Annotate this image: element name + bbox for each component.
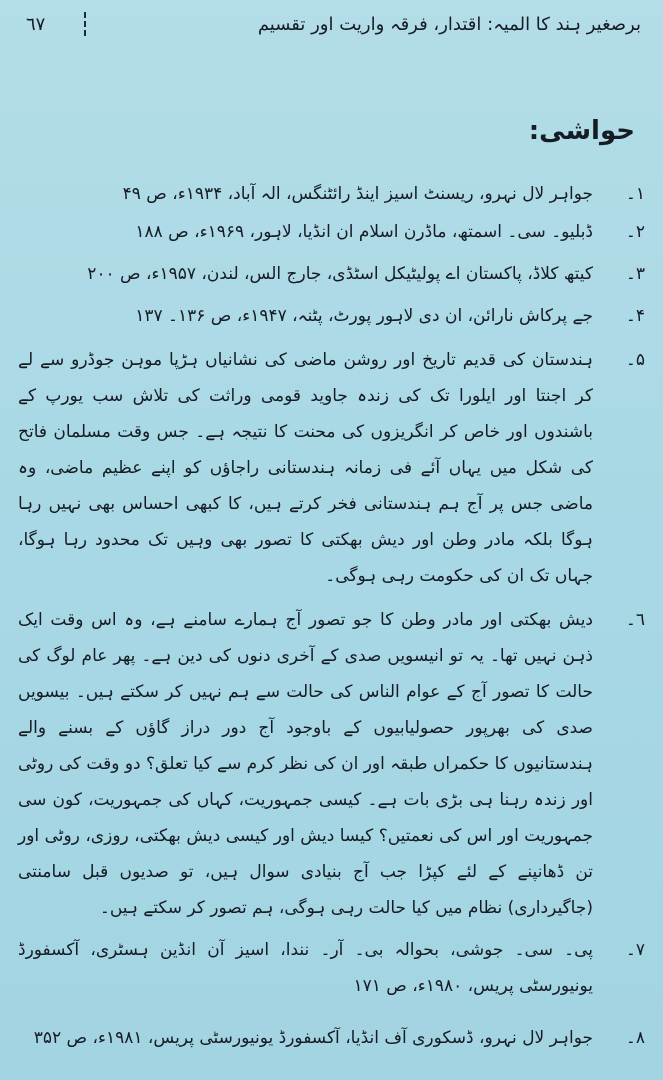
footnote-5 — [18, 342, 645, 594]
footnote-number: ٦۔ — [625, 610, 645, 630]
footnote-7 — [18, 932, 645, 1004]
footnote-4 — [18, 298, 645, 334]
footnote-text: کیتھ کلاڈ، پاکستان اے پولیٹیکل اسٹڈی، جارج الس، لندن، ۱۹۵۷ء، ص ۲۰۰ — [87, 264, 593, 284]
footnote-number: ۵۔ — [625, 350, 645, 370]
footnote-text: پی۔ سی۔ جوشی، بحوالہ بی۔ آر۔ نندا، اسیز آن انڈین ہسٹری، آکسفورڈ یونیورسٹی پریس، ۱۹۸۰ء، ص ۱۷۱ — [18, 940, 593, 996]
footnote-8 — [18, 1020, 645, 1056]
footnote-1 — [18, 176, 645, 212]
footnote-number: ۴۔ — [625, 306, 645, 326]
running-header — [26, 8, 641, 40]
footnote-text: جواہر لال نہرو، ریسنٹ اسیز اینڈ رائٹنگس، الہ آباد، ۱۹۳۴ء، ص ۴۹ — [122, 184, 593, 204]
footnote-number: ٣۔ — [625, 264, 645, 284]
footnote-3 — [18, 256, 645, 292]
footnote-number: ٨۔ — [625, 1028, 645, 1048]
footnote-text: ہندستان کی قدیم تاریخ اور روشن ماضی کی نشانیاں ہڑپا موہن جوڈرو سے لے کر اجنتا اور ایلورا تک کی زندہ جاوید قومی وراثت کی تلاش سب یورپ کے باشندوں اور خاص کر انگریزوں کی محنت کا نتیجہ ہے۔ جس وقت مسلمان فاتح کی شکل میں یہاں آئے فی زمانہ ہندستانی راجاؤں کو اپنے عظیم ماضی، وہ ماضی جس پر آج ہم ہندستانی فخر کرتے ہیں، کا کبھی احساس بھی نہیں رہا ہوگا بلکہ مادر وطن اور دیش بھکتی کا تصور بھی وہیں تک محدود رہا ہوگا، جہاں تک ان کی حکومت رہی ہوگی۔ — [18, 350, 593, 586]
footnote-number: ٧۔ — [625, 940, 645, 960]
footnote-6 — [18, 602, 645, 926]
footnotes-heading: حواشی: — [528, 116, 635, 146]
footnote-text: دیش بھکتی اور مادر وطن کا جو تصور آج ہمارے سامنے ہے، وہ اس وقت ایک ذہن نہیں تھا۔ یہ تو انیسویں صدی کے آخری دنوں کی دین ہے۔ پھر عام لوگ کی حالت کا تصور آج کے عوام الناس کی حالت سے ہم نہیں کر سکتے ہیں۔ بیسویں صدی کی بھرپور حصولیابیوں کے باوجود آج دور دراز گاؤں کے بسنے والے ہندستانیوں کا حکمراں طبقہ اور ان کی نظر کرم سے کیا تعلق؟ دو وقت کی روٹی اور زندہ رہنا ہی بڑی بات ہے۔ کیسی جمہوریت، کہاں کی جمہوریت، کون سی جمہوریت اور اس کی نعمتیں؟ کیسا دیش اور کیسی دیش بھکتی، روزی، روٹی اور تن ڈھانپنے کے لئے کپڑا جب آج بنیادی سوال ہیں، تو صدیوں قبل سامنتی (جاگیرداری) نظام میں کیا حالت رہی ہوگی، ہم تصور کر سکتے ہیں۔ — [18, 610, 593, 918]
footnote-number: ١۔ — [625, 184, 645, 204]
running-title: برصغیر ہند کا المیہ: اقتدار، فرقہ واریت اور تقسیم — [257, 14, 641, 35]
footnote-text: جواہر لال نہرو، ڈسکوری آف انڈیا، آکسفورڈ یونیورسٹی پریس، ۱۹۸۱ء، ص ۳۵۲ — [33, 1028, 593, 1048]
footnote-text: ڈبلیو۔ سی۔ اسمتھ، ماڈرن اسلام ان انڈیا، لاہور، ۱۹۶۹ء، ص ۱۸۸ — [135, 222, 593, 242]
footnote-2 — [18, 214, 645, 250]
page-number: ٦٧ — [26, 14, 46, 35]
footnote-text: جے پرکاش نارائن، ان دی لاہور پورٹ، پٹنہ، ۱۹۴۷ء، ص ۱۳۶۔ ۱۳۷ — [135, 306, 593, 326]
header-divider — [84, 12, 88, 36]
footnote-number: ٢۔ — [625, 222, 645, 242]
